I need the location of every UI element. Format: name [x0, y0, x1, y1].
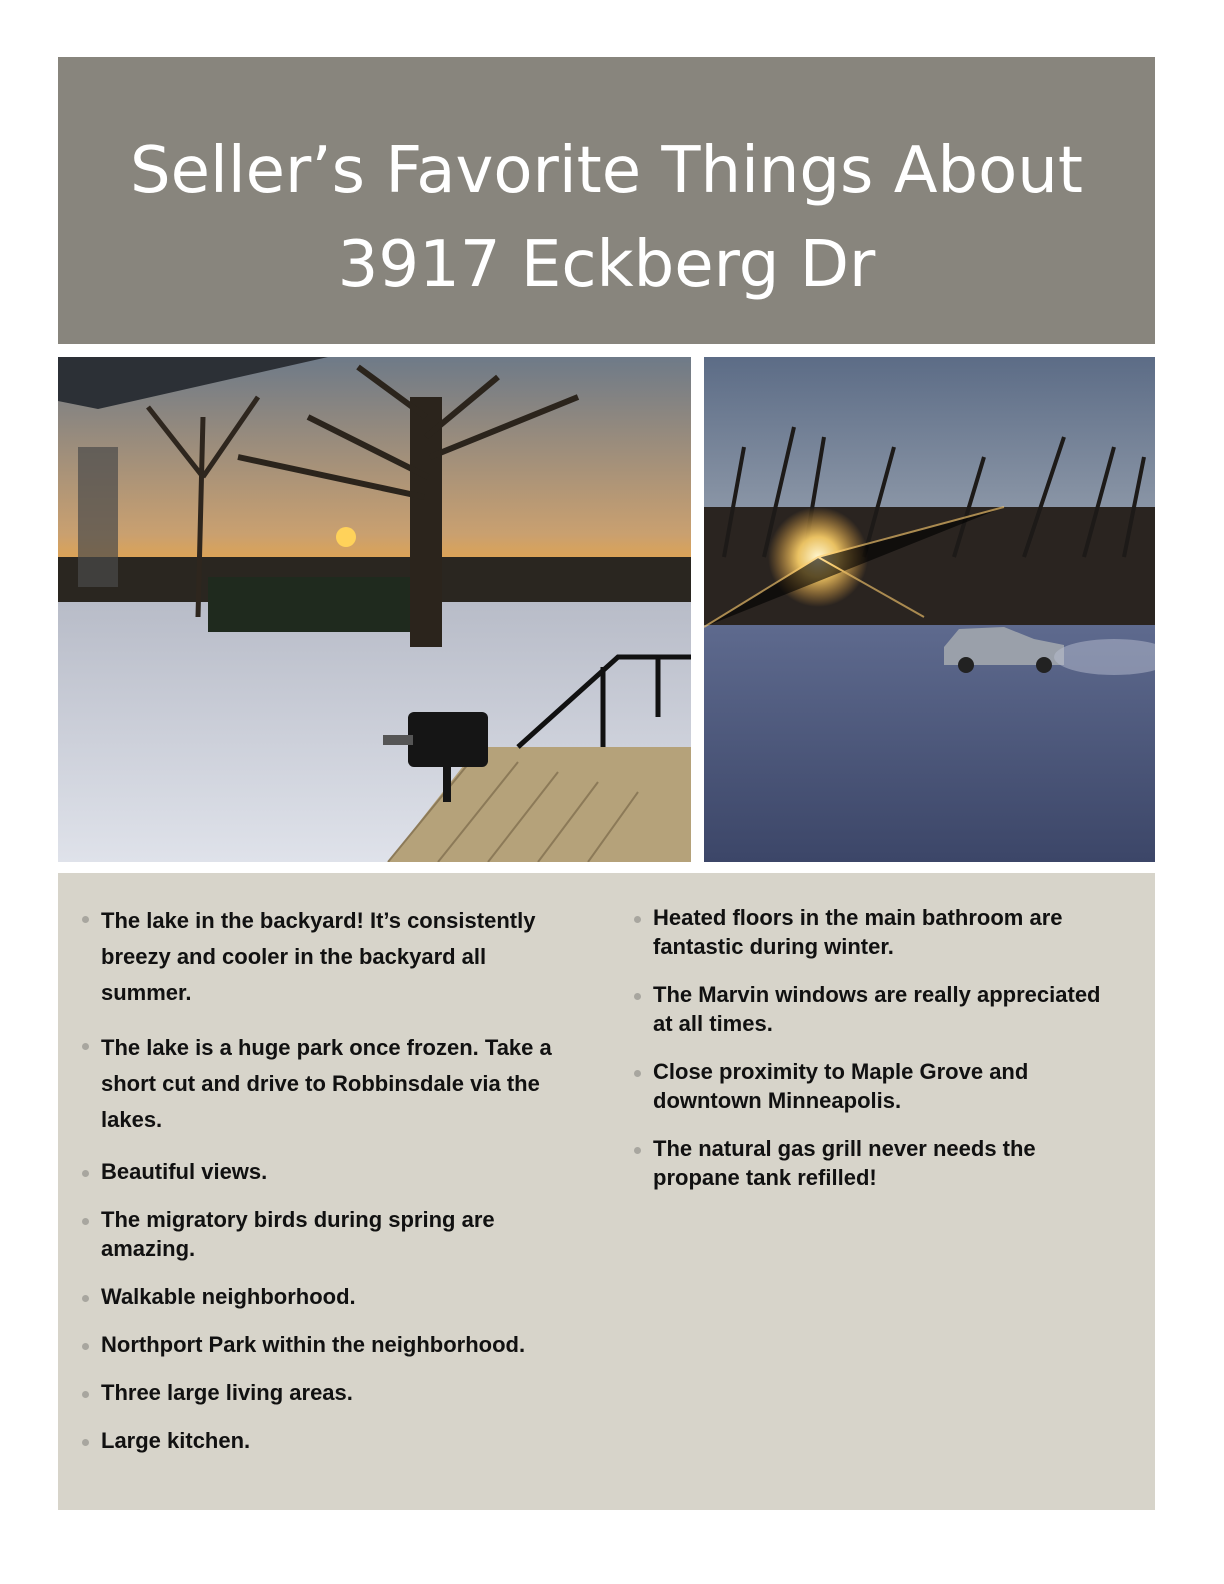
backyard-photo	[58, 357, 691, 862]
features-list-right	[634, 903, 1104, 1211]
list-item: Heated floors in the main bathroom are fantastic during winter.	[634, 903, 1104, 961]
bullet-icon	[82, 1343, 89, 1350]
list-item: Large kitchen.	[82, 1426, 582, 1455]
property-address: 3917 Eckberg Dr	[337, 228, 876, 302]
list-item: The natural gas grill never needs the propane tank refilled!	[634, 1134, 1104, 1192]
bullet-icon	[634, 916, 641, 923]
bullet-icon	[82, 1391, 89, 1398]
bullet-icon	[634, 1070, 641, 1077]
list-item: Close proximity to Maple Grove and downtown Minneapolis.	[634, 1057, 1104, 1115]
list-item: Three large living areas.	[82, 1378, 582, 1407]
features-list-left	[82, 903, 582, 1474]
bullet-icon	[82, 1043, 89, 1050]
bullet-icon	[82, 1218, 89, 1225]
list-item: Northport Park within the neighborhood.	[82, 1330, 582, 1359]
list-item: The lake is a huge park once frozen. Take a short cut and drive to Robbinsdale via the lakes.	[82, 1030, 582, 1138]
bullet-icon	[82, 1170, 89, 1177]
bullet-icon	[634, 993, 641, 1000]
header-banner	[58, 57, 1155, 344]
page-title: Seller’s Favorite Things About	[130, 134, 1083, 208]
features-panel	[58, 873, 1155, 1510]
list-item: Walkable neighborhood.	[82, 1282, 582, 1311]
list-item: The Marvin windows are really appreciated at all times.	[634, 980, 1104, 1038]
bullet-icon	[82, 1295, 89, 1302]
frozen-lake-photo	[704, 357, 1155, 862]
list-item: Beautiful views.	[82, 1157, 582, 1186]
bullet-icon	[82, 916, 89, 923]
bullet-icon	[82, 1439, 89, 1446]
list-item: The lake in the backyard! It’s consistently breezy and cooler in the backyard all summer.	[82, 903, 582, 1011]
bullet-icon	[634, 1147, 641, 1154]
list-item: The migratory birds during spring are amazing.	[82, 1205, 582, 1263]
